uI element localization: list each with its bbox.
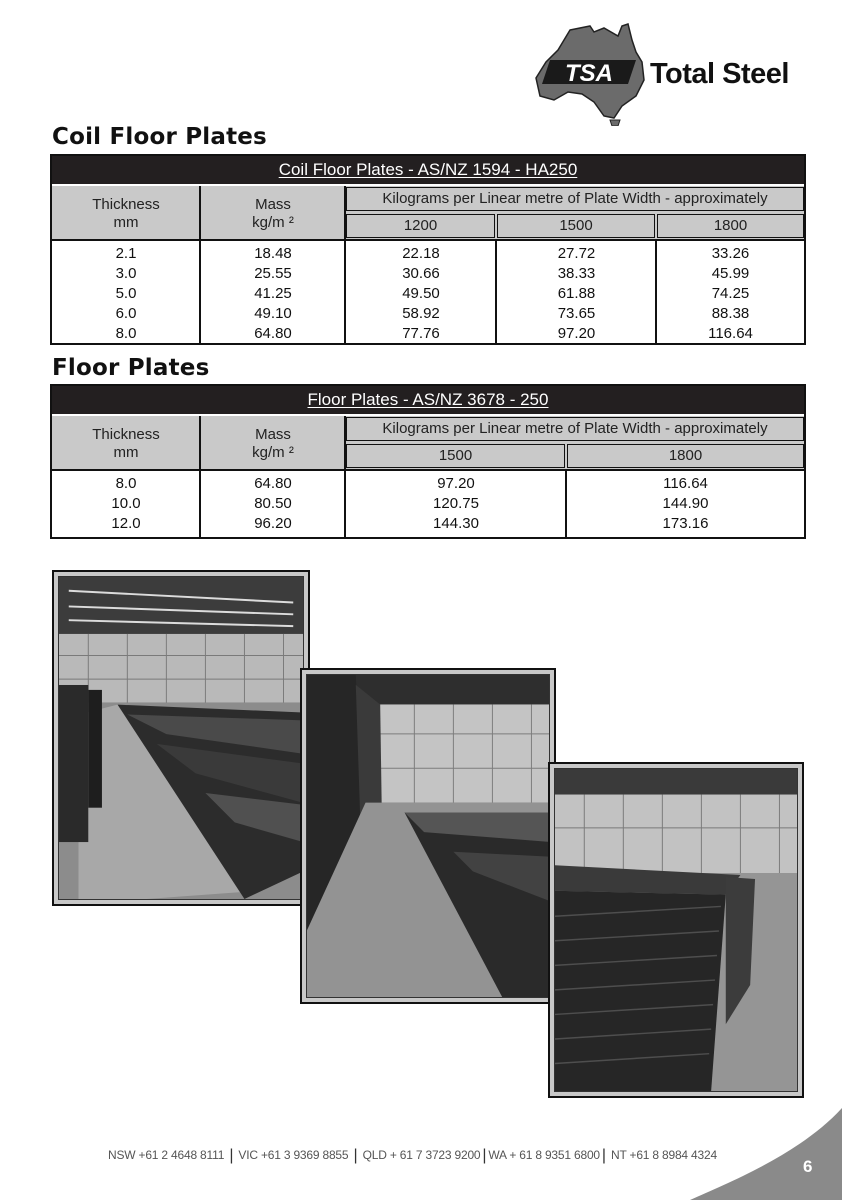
warehouse-photo-3 — [548, 762, 804, 1098]
width-1800-column — [657, 241, 804, 345]
table-cell: 27.72 — [557, 245, 596, 262]
page-corner-shape — [690, 1108, 842, 1200]
separator: | — [353, 1147, 358, 1164]
table-cell: 38.33 — [557, 265, 596, 282]
table-cell: 30.66 — [402, 265, 440, 282]
coil-floor-plates-title: Coil Floor Plates — [52, 124, 267, 150]
table-cell: 173.16 — [662, 515, 709, 532]
table-cell: 12.0 — [111, 515, 141, 532]
table-cell: 144.90 — [662, 495, 709, 512]
separator: | — [601, 1147, 606, 1164]
qld-phone: QLD + 61 7 3723 9200 — [362, 1148, 481, 1162]
table-cell: 116.64 — [663, 475, 708, 492]
table-cell: 8.0 — [115, 475, 137, 492]
width-1800-column — [567, 471, 804, 537]
table-cell: 144.30 — [433, 515, 479, 532]
width-1500-header: 1500 — [497, 214, 655, 238]
warehouse-photo-2 — [300, 668, 556, 1004]
floor-table-body — [52, 471, 804, 537]
table-cell: 97.20 — [437, 475, 475, 492]
floor-table-caption — [52, 386, 804, 414]
coil-floor-plates-table — [50, 154, 806, 345]
table-cell: 74.25 — [711, 285, 750, 302]
table-cell: 64.80 — [254, 475, 292, 492]
table-cell: 49.10 — [254, 305, 292, 322]
vic-phone: VIC +61 3 9369 8855 — [238, 1148, 349, 1162]
table-cell: 18.48 — [254, 245, 292, 262]
warehouse-photo-1 — [52, 570, 310, 906]
table-cell: 5.0 — [115, 285, 137, 302]
table-cell: 116.64 — [708, 325, 753, 342]
table-cell: 41.25 — [254, 285, 292, 302]
coil-table-caption — [52, 156, 804, 184]
table-cell: 120.75 — [433, 495, 479, 512]
width-1500-column — [497, 241, 656, 345]
table-cell: 64.80 — [254, 325, 292, 342]
width-1800-header: 1800 — [657, 214, 804, 238]
table-cell: 3.0 — [115, 265, 137, 282]
width-1200-column — [346, 241, 496, 345]
svg-text:TSA: TSA — [565, 60, 613, 87]
floor-table-caption-text: Floor Plates - AS/NZ 3678 - 250 — [307, 390, 549, 409]
table-cell: 22.18 — [402, 245, 440, 262]
separator: | — [482, 1147, 487, 1164]
mass-header: Mass kg/m ² — [252, 425, 294, 461]
coil-table-header — [52, 184, 804, 239]
mass-column — [201, 241, 345, 345]
floor-plates-table — [50, 384, 806, 539]
table-cell: 80.50 — [254, 495, 292, 512]
australia-map-icon — [532, 22, 652, 126]
table-cell: 77.76 — [402, 325, 440, 342]
mass-column — [201, 471, 345, 537]
nt-phone: NT +61 8 8984 4324 — [611, 1148, 717, 1162]
table-cell: 88.38 — [711, 305, 750, 322]
thickness-column — [52, 471, 200, 537]
mass-header: Mass kg/m ² — [252, 195, 294, 231]
table-cell: 96.20 — [254, 515, 292, 532]
floor-plates-title: Floor Plates — [52, 355, 210, 381]
table-cell: 45.99 — [711, 265, 750, 282]
table-cell: 8.0 — [115, 325, 137, 342]
width-1500-column — [346, 471, 566, 537]
wa-phone: WA + 61 8 9351 6800 — [488, 1148, 600, 1162]
table-cell: 25.55 — [254, 265, 292, 282]
width-1200-header: 1200 — [346, 214, 495, 238]
table-cell: 97.20 — [557, 325, 596, 342]
brand-name: Total Steel — [650, 58, 789, 90]
floor-table-header — [52, 414, 804, 469]
width-1500-header: 1500 — [346, 444, 565, 468]
coil-table-caption-text: Coil Floor Plates - AS/NZ 1594 - HA250 — [278, 160, 578, 179]
thickness-header: Thickness mm — [92, 195, 160, 231]
table-cell: 73.65 — [557, 305, 596, 322]
kg-per-metre-header: Kilograms per Linear metre of Plate Width - approximately — [346, 417, 804, 441]
table-cell: 61.88 — [557, 285, 596, 302]
width-1800-header: 1800 — [567, 444, 804, 468]
table-cell: 6.0 — [115, 305, 137, 322]
table-cell: 2.1 — [115, 245, 137, 262]
page-number: 6 — [803, 1157, 813, 1176]
thickness-header: Thickness mm — [92, 425, 160, 461]
thickness-column — [52, 241, 200, 345]
table-cell: 58.92 — [402, 305, 440, 322]
table-cell: 49.50 — [402, 285, 440, 302]
table-cell: 33.26 — [711, 245, 750, 262]
nsw-phone: NSW +61 2 4648 8111 — [108, 1148, 225, 1162]
coil-table-body — [52, 241, 804, 345]
contact-footer — [108, 1146, 717, 1164]
total-steel-logo — [532, 22, 812, 126]
kg-per-metre-header: Kilograms per Linear metre of Plate Width - approximately — [346, 187, 804, 211]
table-cell: 10.0 — [111, 495, 141, 512]
separator: | — [229, 1147, 234, 1164]
